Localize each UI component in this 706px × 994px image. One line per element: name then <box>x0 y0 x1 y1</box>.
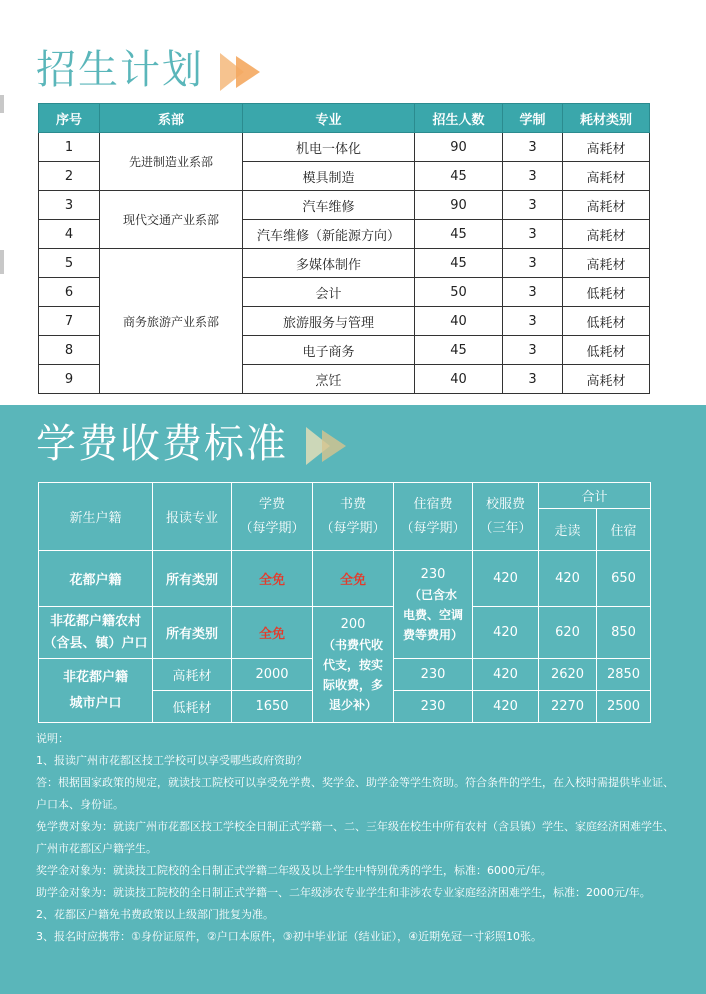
material-type-cell: 高耗材 <box>563 133 650 162</box>
col-header: 专业 <box>243 104 415 133</box>
residence-cell <box>39 607 153 659</box>
major-cell: 烹饪 <box>243 365 415 394</box>
row-number: 2 <box>39 162 100 191</box>
col-header: 学制 <box>503 104 563 133</box>
major-cell: 所有类别 <box>153 551 232 607</box>
years-cell: 3 <box>503 307 563 336</box>
col-header-residence: 新生户籍 <box>39 483 153 551</box>
material-type-cell: 低耗材 <box>563 278 650 307</box>
major-cell: 汽车维修（新能源方向） <box>243 220 415 249</box>
department-cell: 现代交通产业系部 <box>100 191 243 249</box>
dorm-cell: 230 <box>394 691 473 723</box>
col-header-board: 住宿 <box>597 509 651 551</box>
dorm-note-line: 230 <box>420 566 446 582</box>
dorm-cell: 230 <box>394 659 473 691</box>
major-cell: 所有类别 <box>153 607 232 659</box>
material-type-cell: 高耗材 <box>563 162 650 191</box>
row-number: 5 <box>39 249 100 278</box>
edge-mark <box>0 250 4 274</box>
books-label: 书费 <box>339 496 366 512</box>
day-total-cell: 2270 <box>539 691 597 723</box>
books-note-line: 际收费，多 <box>322 677 383 692</box>
day-total-cell: 420 <box>539 551 597 607</box>
row-number: 4 <box>39 220 100 249</box>
row-number: 8 <box>39 336 100 365</box>
dorm-label: 住宿费 <box>413 496 453 512</box>
residence-line: 非花都户籍农村 <box>49 613 141 629</box>
residence-line: 非花都户籍 <box>62 669 128 685</box>
note-paragraph: 3、报名时应携带：①身份证原件，②户口本原件，③初中毕业证（结业证），④近期免冠一寸彩照10张。 <box>36 930 542 943</box>
row-number: 7 <box>39 307 100 336</box>
table-row <box>39 133 650 162</box>
tuition-sub: （每学期） <box>239 520 305 536</box>
table-row <box>39 607 651 659</box>
day-total-cell: 620 <box>539 607 597 659</box>
material-type-cell: 低耗材 <box>563 307 650 336</box>
books-note-line: 退少补） <box>328 697 377 712</box>
row-number: 3 <box>39 191 100 220</box>
years-cell: 3 <box>503 278 563 307</box>
material-type-cell: 高耗材 <box>563 365 650 394</box>
note-paragraph: 2、花都区户籍免书费政策以上级部门批复为准。 <box>36 908 274 921</box>
row-number: 1 <box>39 133 100 162</box>
years-cell: 3 <box>503 365 563 394</box>
col-header-dorm <box>394 483 473 551</box>
major-cell: 旅游服务与管理 <box>243 307 415 336</box>
col-header: 系部 <box>100 104 243 133</box>
fee-table <box>38 482 651 723</box>
dorm-note-line: （已含水 <box>408 587 457 602</box>
count-cell: 40 <box>415 365 503 394</box>
major-cell: 模具制造 <box>243 162 415 191</box>
major-cell: 多媒体制作 <box>243 249 415 278</box>
dorm-note-line: 费等费用） <box>402 627 463 642</box>
tuition-cell: 全免 <box>232 551 313 607</box>
tuition-cell: 2000 <box>232 659 313 691</box>
uniform-cell: 420 <box>473 691 539 723</box>
col-header-uniform <box>473 483 539 551</box>
enrollment-plan-table <box>38 103 650 394</box>
col-header: 耗材类别 <box>563 104 650 133</box>
years-cell: 3 <box>503 220 563 249</box>
note-paragraph: 1、报读广州市花都区技工学校可以享受哪些政府资助？ <box>36 754 307 767</box>
residence-cell <box>39 659 153 723</box>
col-header-books <box>313 483 394 551</box>
uniform-sub: （三年） <box>479 520 532 536</box>
count-cell: 50 <box>415 278 503 307</box>
board-total-cell: 850 <box>597 607 651 659</box>
count-cell: 45 <box>415 220 503 249</box>
years-cell: 3 <box>503 336 563 365</box>
uniform-label: 校服费 <box>485 496 525 512</box>
dorm-note-cell <box>394 551 473 659</box>
enrollment-plan-title: 招生计划 <box>36 47 204 93</box>
material-type-cell: 高耗材 <box>563 249 650 278</box>
residence-cell: 花都户籍 <box>39 551 153 607</box>
col-header-major: 报读专业 <box>153 483 232 551</box>
years-cell: 3 <box>503 162 563 191</box>
double-arrow-icon <box>220 53 266 91</box>
col-header: 招生人数 <box>415 104 503 133</box>
books-note-cell <box>313 607 394 723</box>
board-total-cell: 2500 <box>597 691 651 723</box>
material-type-cell: 高耗材 <box>563 220 650 249</box>
notes-section <box>36 728 676 948</box>
row-number: 9 <box>39 365 100 394</box>
uniform-cell: 420 <box>473 607 539 659</box>
count-cell: 40 <box>415 307 503 336</box>
books-note-line: 200 <box>340 616 366 632</box>
table-row <box>39 551 651 607</box>
col-header: 序号 <box>39 104 100 133</box>
years-cell: 3 <box>503 133 563 162</box>
residence-line: （含县、镇）户口 <box>43 635 148 651</box>
col-header-total: 合计 <box>539 483 651 509</box>
count-cell: 90 <box>415 133 503 162</box>
tuition-cell: 1650 <box>232 691 313 723</box>
table-row <box>39 249 650 278</box>
tuition-cell: 全免 <box>232 607 313 659</box>
edge-mark <box>0 95 4 113</box>
books-note-line: 代支，按实 <box>322 657 383 672</box>
books-note-line: （书费代收 <box>322 637 383 652</box>
note-paragraph: 助学金对象为：就读技工院校的全日制正式学籍一、二年级涉农专业学生和非涉农专业家庭经济困难学生，标准：2000元/年。 <box>36 886 651 899</box>
material-type-cell: 高耗材 <box>563 191 650 220</box>
count-cell: 45 <box>415 162 503 191</box>
count-cell: 45 <box>415 249 503 278</box>
fee-standard-title: 学费收费标准 <box>36 421 288 467</box>
major-cell: 低耗材 <box>153 691 232 723</box>
residence-line: 城市户口 <box>69 695 122 711</box>
books-sub: （每学期） <box>320 520 386 536</box>
major-cell: 机电一体化 <box>243 133 415 162</box>
uniform-cell: 420 <box>473 659 539 691</box>
board-total-cell: 2850 <box>597 659 651 691</box>
tuition-label: 学费 <box>258 496 285 512</box>
note-paragraph: 答：根据国家政策的规定，就读技工院校可以享受免学费、奖学金、助学金等学生资助。符合条件的学生，在入校时需提供毕业证、户口本、身份证。 <box>36 776 674 811</box>
major-cell: 会计 <box>243 278 415 307</box>
count-cell: 45 <box>415 336 503 365</box>
uniform-cell: 420 <box>473 551 539 607</box>
years-cell: 3 <box>503 249 563 278</box>
board-total-cell: 650 <box>597 551 651 607</box>
major-cell: 高耗材 <box>153 659 232 691</box>
years-cell: 3 <box>503 191 563 220</box>
col-header-tuition <box>232 483 313 551</box>
department-cell: 商务旅游产业系部 <box>100 249 243 394</box>
notes-heading: 说明： <box>36 732 69 745</box>
material-type-cell: 低耗材 <box>563 336 650 365</box>
dorm-sub: （每学期） <box>400 520 466 536</box>
double-arrow-icon <box>306 427 352 465</box>
department-cell: 先进制造业系部 <box>100 133 243 191</box>
dorm-note-line: 电费、空调 <box>402 607 463 622</box>
books-cell: 全免 <box>313 551 394 607</box>
row-number: 6 <box>39 278 100 307</box>
major-cell: 电子商务 <box>243 336 415 365</box>
day-total-cell: 2620 <box>539 659 597 691</box>
col-header-day: 走读 <box>539 509 597 551</box>
major-cell: 汽车维修 <box>243 191 415 220</box>
table-row <box>39 191 650 220</box>
note-paragraph: 奖学金对象为：就读技工院校的全日制正式学籍二年级及以上学生中特别优秀的学生，标准：6000元/年。 <box>36 864 552 877</box>
count-cell: 90 <box>415 191 503 220</box>
note-paragraph: 免学费对象为：就读广州市花都区技工学校全日制正式学籍一、二、三年级在校生中所有农村（含县镇）学生、家庭经济困难学生、广州市花都区户籍学生。 <box>36 820 674 855</box>
